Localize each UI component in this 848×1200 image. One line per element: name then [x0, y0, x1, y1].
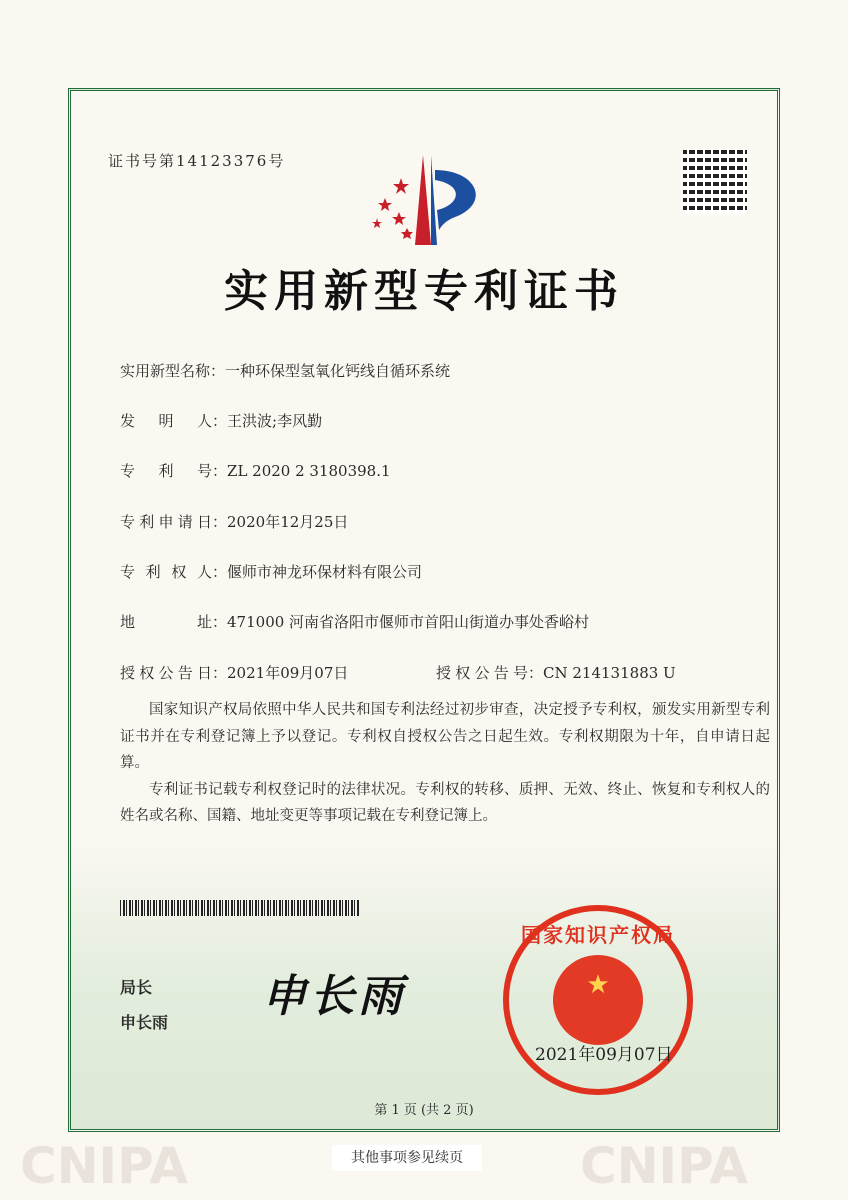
- watermark: CNIPA: [580, 1137, 748, 1195]
- page-number: 第 1 页 (共 2 页): [374, 1103, 474, 1118]
- seal-text: 国家知识产权局: [521, 923, 675, 947]
- field-patentee: 专利权人：偃师市神龙环保材料有限公司: [120, 563, 423, 581]
- paragraph: 国家知识产权局依照中华人民共和国专利法经过初步审查，决定授予专利权，颁发实用新型专利证书并在专利登记簿上予以登记。专利权自授权公告之日起生效。专利权期限为十年，自申请日起算。: [120, 702, 770, 771]
- continued-note: 其他事项参见续页: [332, 1145, 482, 1171]
- field-address: 地址：471000 河南省洛阳市偃师市首阳山街道办事处香峪村: [120, 613, 590, 631]
- field-value: 偃师市神龙环保材料有限公司: [227, 563, 423, 581]
- field-patent-number: 专利号：ZL 2020 2 3180398.1: [120, 462, 391, 480]
- certificate-body: [120, 697, 770, 830]
- paragraph: 专利证书记载专利权登记时的法律状况。专利权的转移、质押、无效、终止、恢复和专利权人的姓名或名称、国籍、地址变更等事项记载在专利登记簿上。: [120, 781, 770, 824]
- field-grant-date: 授权公告日：2021年09月07日: [120, 664, 349, 682]
- certificate-number: 证书号第14123376号: [108, 152, 286, 170]
- field-value: 一种环保型氢氧化钙线自循环系统: [225, 362, 451, 380]
- field-label: 实用新型名称: [120, 362, 211, 380]
- field-value: 2020年12月25日: [227, 513, 349, 531]
- signature: 申长雨: [262, 971, 406, 1022]
- field-label: 授权公告号: [436, 664, 528, 682]
- field-value: ZL 2020 2 3180398.1: [227, 462, 391, 480]
- cnipa-logo-icon: [365, 150, 490, 245]
- field-label: 发明人: [120, 412, 212, 430]
- signatory-title: 局长: [120, 978, 153, 997]
- signatory-name: 申长雨: [120, 1013, 169, 1032]
- field-announcement-number: 授权公告号：CN 214131883 U: [436, 664, 676, 682]
- field-value: CN 214131883 U: [543, 664, 676, 682]
- field-label: 专利权人: [120, 563, 212, 581]
- certificate-title: 实用新型专利证书: [224, 266, 624, 317]
- seal-date: 2021年09月07日: [535, 1045, 673, 1065]
- field-value: 471000 河南省洛阳市偃师市首阳山街道办事处香峪村: [227, 613, 590, 631]
- field-value: 2021年09月07日: [227, 664, 349, 682]
- field-inventors: 发明人：王洪波;李风勤: [120, 412, 323, 430]
- barcode: [120, 900, 360, 916]
- national-emblem-icon: ★: [553, 955, 643, 1045]
- field-label: 专利申请日: [120, 513, 212, 531]
- qr-code: [683, 150, 747, 214]
- field-label: 地址: [120, 613, 212, 631]
- field-application-date: 专利申请日：2020年12月25日: [120, 513, 349, 531]
- official-seal: [503, 905, 693, 1095]
- field-label: 专利号: [120, 462, 212, 480]
- field-label: 授权公告日: [120, 664, 212, 682]
- watermark: CNIPA: [20, 1137, 188, 1195]
- field-value: 王洪波;李风勤: [227, 412, 323, 430]
- field-utility-model-name: 实用新型名称：一种环保型氢氧化钙线自循环系统: [120, 362, 451, 380]
